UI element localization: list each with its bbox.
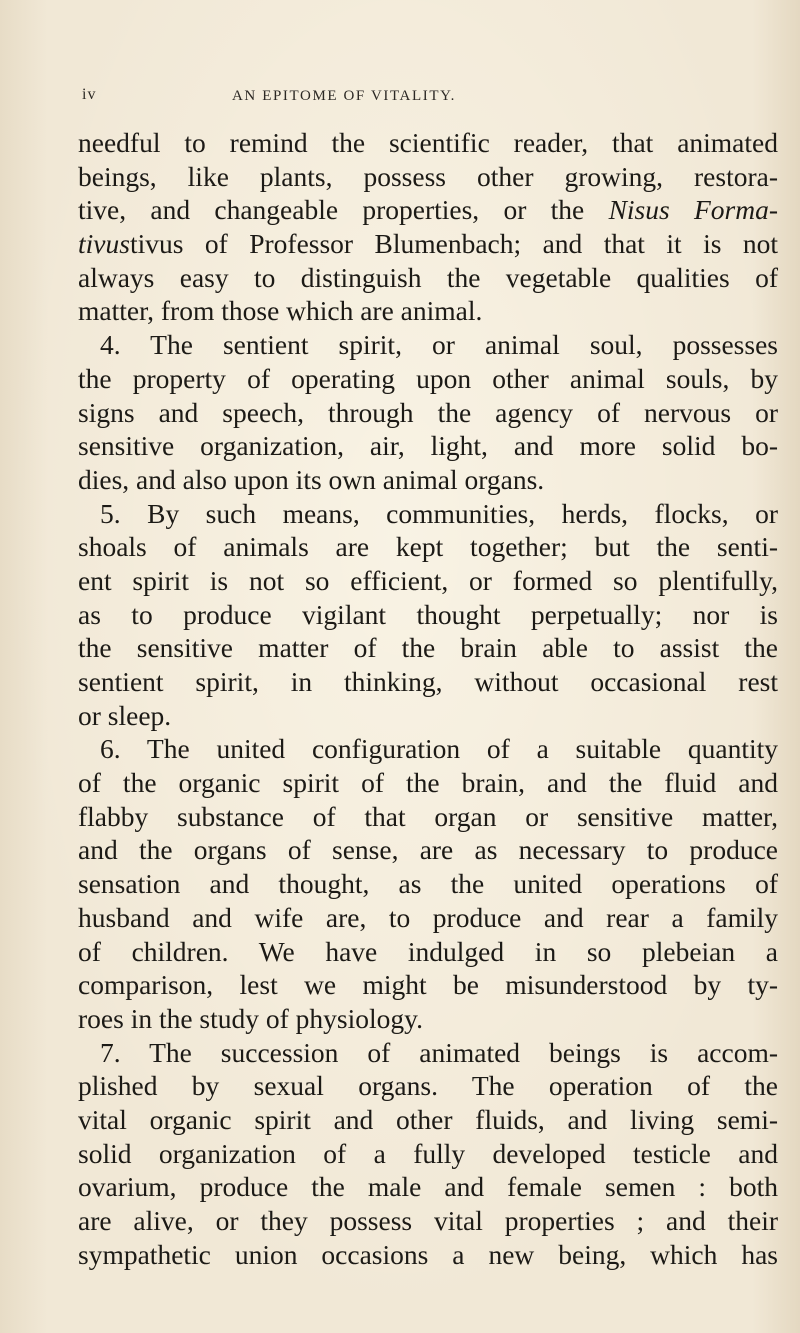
text-line: sentient spirit, in thinking, without occasional rest <box>78 666 778 697</box>
text-line <box>78 227 778 261</box>
paragraph-start: 5. By such means, communities, herds, flocks, or <box>100 497 778 529</box>
text-line: sympathetic union occasions a new being, which has <box>78 1238 778 1270</box>
paragraph-start: 4. The sentient spirit, or animal soul, possesses <box>100 329 778 361</box>
text-line: as to produce vigilant thought perpetually; nor is <box>78 598 778 630</box>
text-line: beings, like plants, possess other growing, restora- <box>78 160 778 192</box>
text-span: tivus of Professor Blumenbach; and that it is not <box>129 228 778 260</box>
text-line: signs and speech, through the agency of nervous or <box>78 396 778 428</box>
running-head <box>0 86 800 116</box>
text-line: the property of operating upon other animal souls, by <box>78 362 778 394</box>
text-line <box>78 193 778 227</box>
paragraph-start: 6. The united configuration of a suitable quantity <box>100 733 778 765</box>
text-line: husband and wife are, to produce and rear a family <box>78 901 778 933</box>
text-line: vital organic spirit and other fluids, and living semi- <box>78 1103 778 1135</box>
text-line: sensitive organization, air, light, and more solid bo- <box>78 430 778 462</box>
text-line: the sensitive matter of the brain able to assist the <box>78 632 778 664</box>
text-line: flabby substance of that organ or sensitive matter, <box>78 800 778 832</box>
text-line: ent spirit is not so efficient, or formed so plentifully, <box>78 564 778 596</box>
text-line: needful to remind the scientific reader, that animated <box>78 127 778 158</box>
italic-term: Nisus Forma- <box>608 194 779 226</box>
text-line: ovarium, produce the male and female semen : both <box>78 1171 778 1203</box>
text-line: and the organs of sense, are as necessary to produce <box>78 834 778 866</box>
text-line: or sleep. <box>78 699 172 731</box>
text-line: always easy to distinguish the vegetable qualities of <box>78 261 778 293</box>
text-line: comparison, lest we might be misunderstood by ty- <box>78 969 778 1001</box>
text-line: dies, and also upon its own animal organs. <box>78 463 545 495</box>
paragraph-start: 7. The succession of animated beings is accom- <box>100 1036 778 1068</box>
text-line: matter, from those which are animal. <box>78 295 483 327</box>
text-line: of the organic spirit of the brain, and the fluid and <box>78 767 778 799</box>
text-span: tive, and changeable properties, or the <box>78 194 609 226</box>
text-line: shoals of animals are kept together; but the senti- <box>78 531 778 563</box>
running-title: AN EPITOME OF VITALITY. <box>232 88 456 104</box>
text-line: sensation and thought, as the united operations of <box>78 868 778 900</box>
text-line: roes in the study of physiology. <box>78 1002 423 1034</box>
text-line: of children. We have indulged in so plebeian a <box>78 935 778 967</box>
text-line: plished by sexual organs. The operation of the <box>78 1070 778 1102</box>
text-line: are alive, or they possess vital properties ; and their <box>78 1205 778 1236</box>
page-number: iv <box>82 86 97 103</box>
body-text <box>78 126 778 1271</box>
text-line: solid organization of a fully developed testicle and <box>78 1137 778 1169</box>
italic-term: tivus <box>78 228 130 260</box>
